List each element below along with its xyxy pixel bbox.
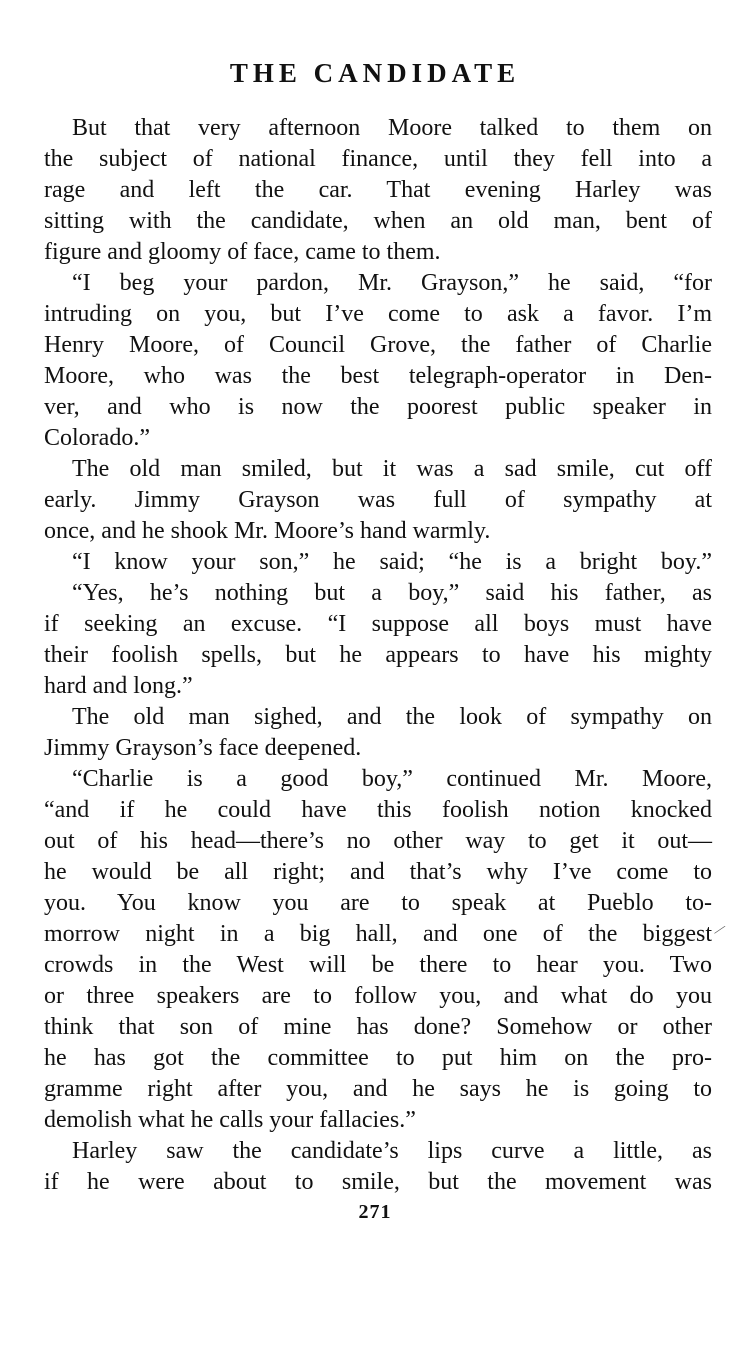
text-line: intruding on you, but I’ve come to ask a favor. I’m [44,301,712,327]
text-line: early. Jimmy Grayson was full of sympathy at [44,487,712,513]
text-line: Jimmy Grayson’s face deepened. [44,735,362,761]
text-line: or three speakers are to follow you, and what do you [44,983,712,1009]
text-line: But that very afternoon Moore talked to them on [72,115,712,141]
text-line: figure and gloomy of face, came to them. [44,239,441,265]
text-line: morrow night in a big hall, and one of the biggest [44,921,712,947]
body-text [44,113,712,1198]
text-line: crowds in the West will be there to hear you. Two [44,952,712,978]
text-line: Henry Moore, of Council Grove, the father of Charlie [44,332,712,358]
text-line: ver, and who is now the poorest public speaker in [44,394,712,420]
text-line: the subject of national finance, until they fell into a [44,146,712,172]
text-line: out of his head—there’s no other way to get it out— [44,828,712,854]
text-line: he has got the committee to put him on the pro- [44,1045,712,1071]
text-line: Harley saw the candidate’s lips curve a little, as [72,1138,712,1164]
text-line: gramme right after you, and he says he is going to [44,1076,712,1102]
text-line: The old man smiled, but it was a sad smile, cut off [72,456,712,482]
text-line: if he were about to smile, but the movement was [44,1169,712,1195]
text-line: demolish what he calls your fallacies.” [44,1107,416,1133]
text-line: The old man sighed, and the look of sympathy on [72,704,712,730]
text-line: think that son of mine has done? Somehow or other [44,1014,712,1040]
text-line: “Yes, he’s nothing but a boy,” said his father, as [72,580,712,606]
text-line: if seeking an excuse. “I suppose all boys must have [44,611,712,637]
text-line: Moore, who was the best telegraph-operator in Den- [44,363,712,389]
text-line: their foolish spells, but he appears to have his mighty [44,642,712,668]
text-line: rage and left the car. That evening Harley was [44,177,712,203]
text-line: once, and he shook Mr. Moore’s hand warmly. [44,518,491,544]
text-line: “I beg your pardon, Mr. Grayson,” he said, “for [72,270,712,296]
text-line: “I know your son,” he said; “he is a bright boy.” [72,549,712,575]
page-number: 271 [358,1201,392,1223]
text-line: “Charlie is a good boy,” continued Mr. Moore, [72,766,712,792]
text-line: he would be all right; and that’s why I’ve come to [44,859,712,885]
text-line: “and if he could have this foolish notion knocked [44,797,712,823]
text-line: hard and long.” [44,673,193,699]
text-line: Colorado.” [44,425,150,451]
margin-pencil-mark: ⁄ [715,922,724,939]
text-line: sitting with the candidate, when an old man, bent of [44,208,712,234]
text-line: you. You know you are to speak at Pueblo to- [44,890,712,916]
running-head: THE CANDIDATE [229,58,521,88]
